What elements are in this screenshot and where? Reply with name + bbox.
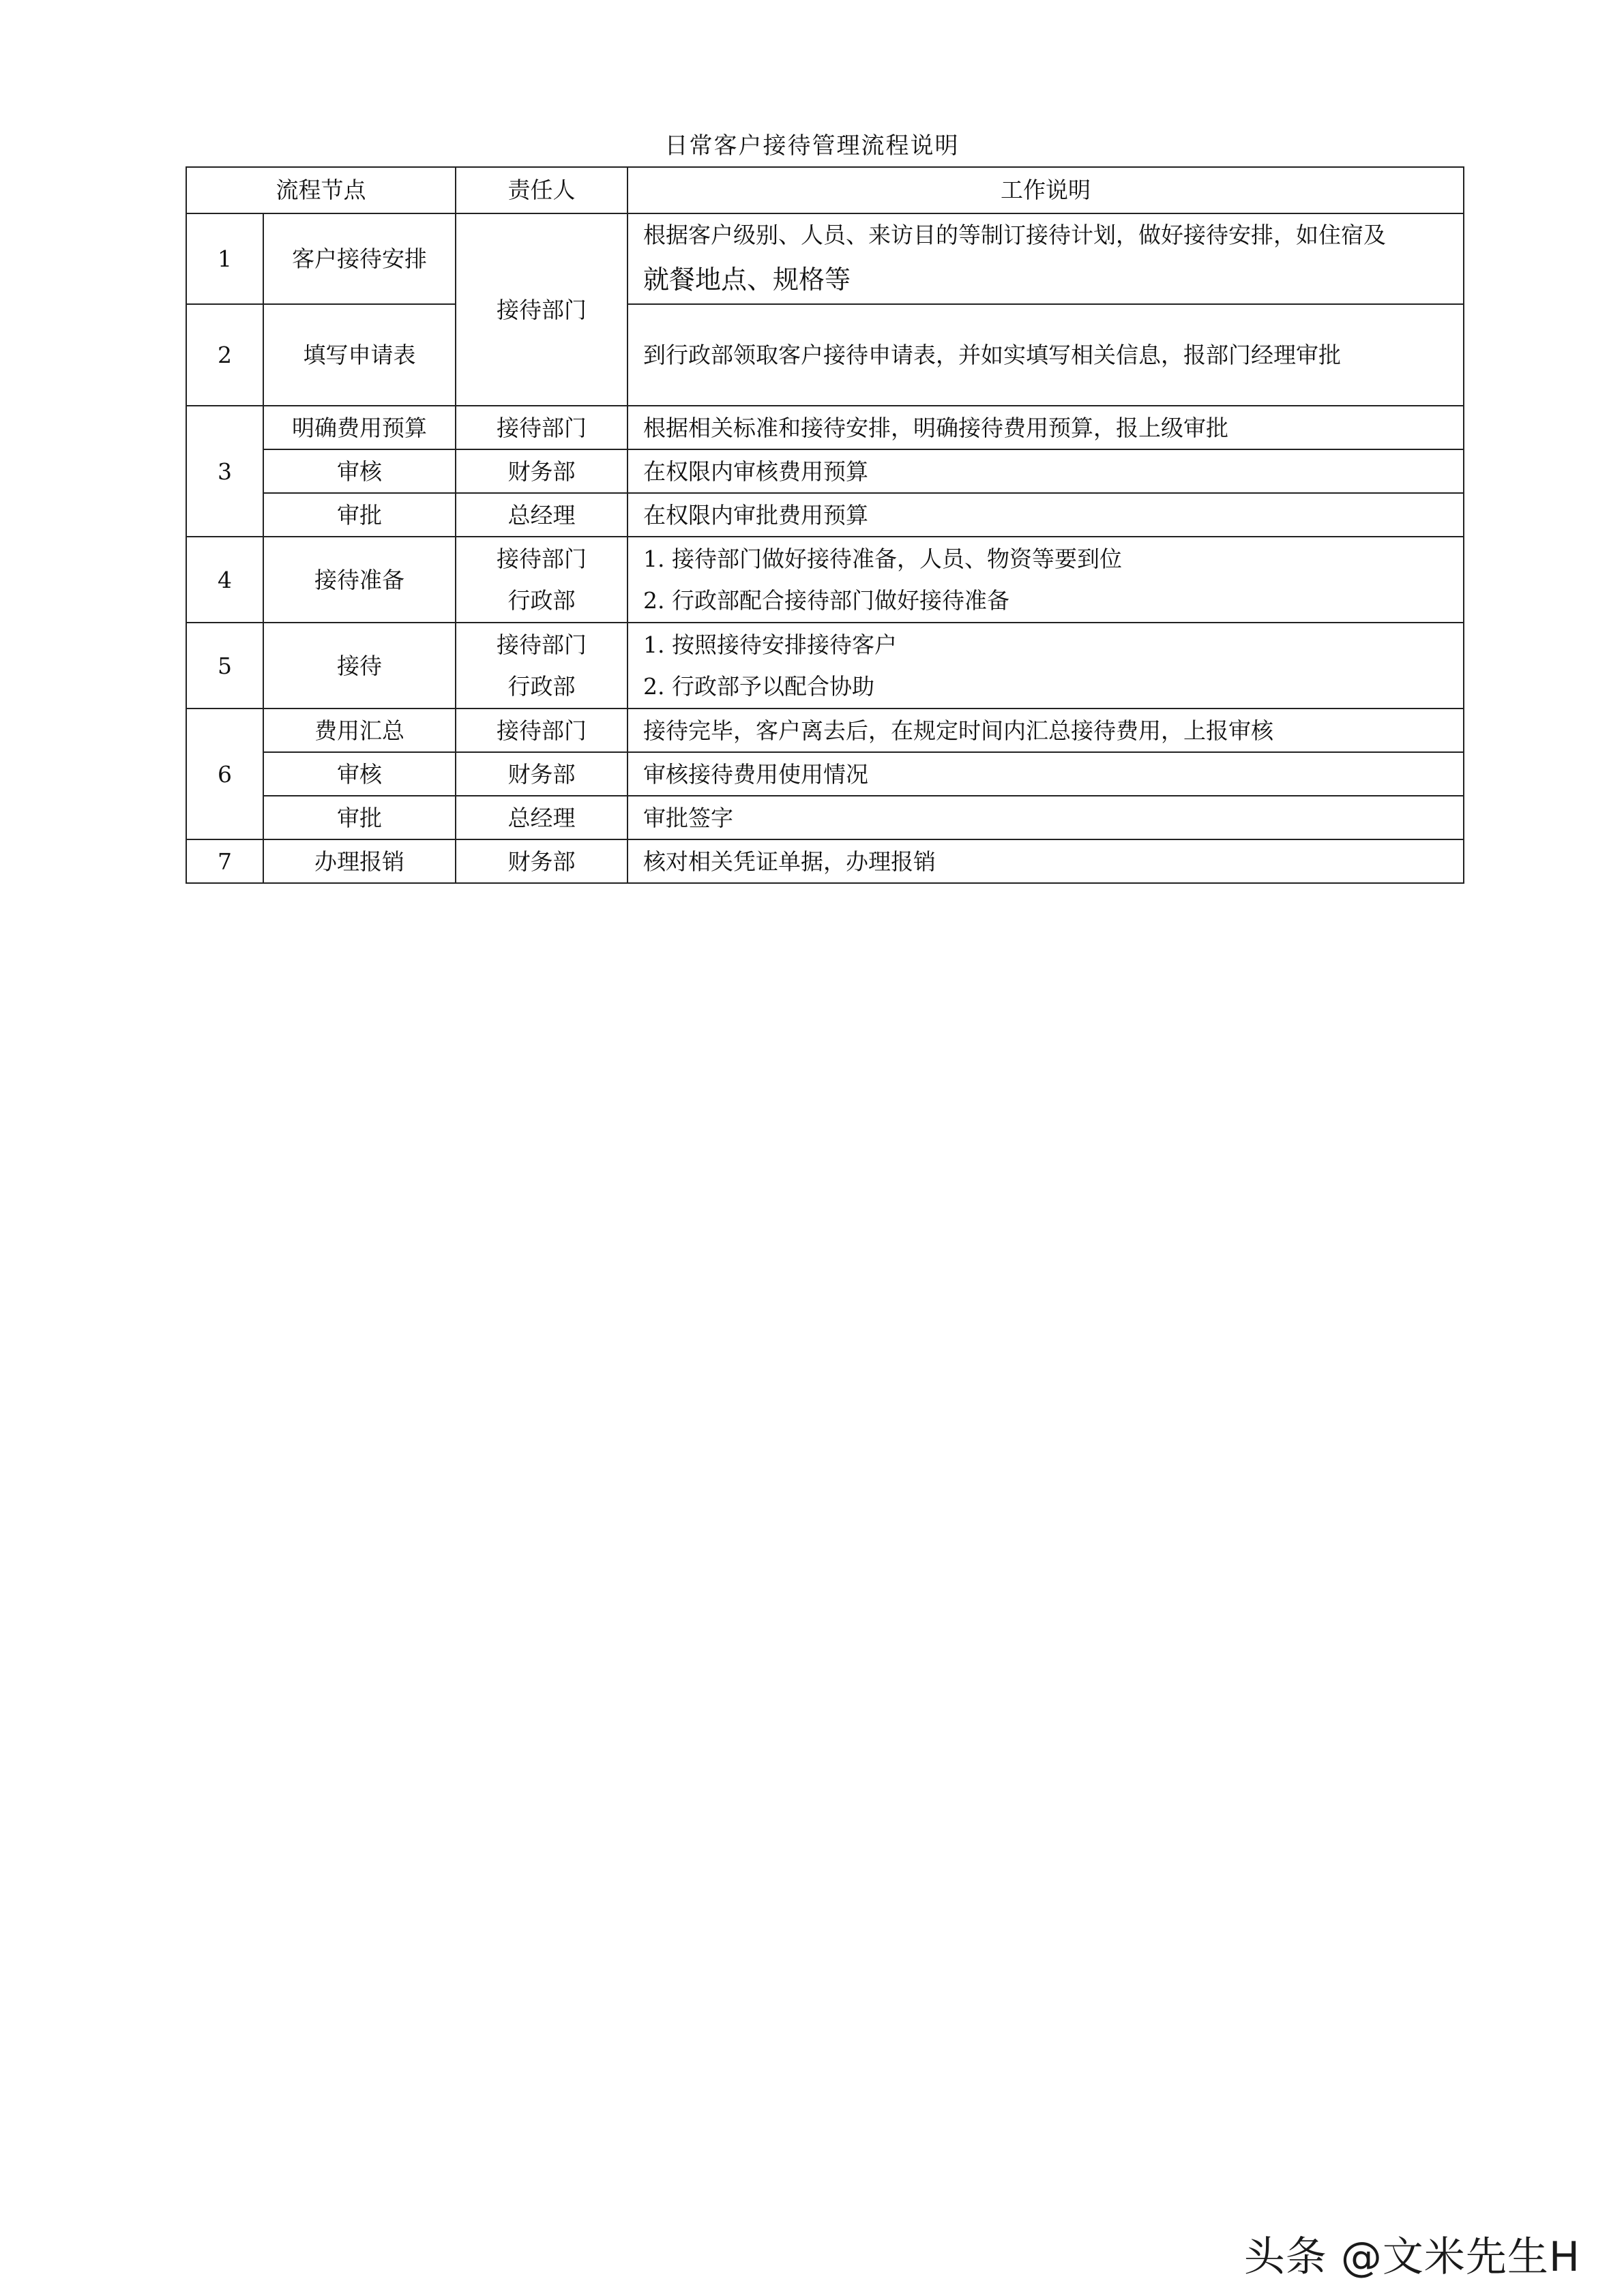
watermark: 头条 @文米先生H [1243,2233,1580,2281]
step-name: 审批 [263,796,456,839]
step-description: 审核接待费用使用情况 [628,752,1464,796]
step-number: 2 [186,304,263,406]
step-name: 填写申请表 [263,304,456,406]
step-name: 审核 [263,752,456,796]
step-owner: 财务部 [456,839,628,883]
document-title: 日常客户接待管理流程说明 [664,132,960,160]
step-description: 到行政部领取客户接待申请表，并如实填写相关信息，报部门经理审批 [628,304,1464,406]
table-row [186,709,1464,752]
step-owner: 总经理 [456,796,628,839]
step-name: 接待 [263,623,456,709]
step-description [628,213,1464,304]
table-row [186,213,1464,304]
step-name: 办理报销 [263,839,456,883]
step-description: 接待完毕，客户离去后，在规定时间内汇总接待费用，上报审核 [628,709,1464,752]
step-description: 核对相关凭证单据，办理报销 [628,839,1464,883]
step-name: 明确费用预算 [263,406,456,449]
description-line: 就餐地点、规格等 [643,265,851,295]
step-name: 审批 [263,493,456,537]
description-line: 根据客户级别、人员、来访目的等制订接待计划，做好接待安排，如住宿及 [643,222,1386,248]
step-description: 在权限内审核费用预算 [628,449,1464,493]
description-line: 1. 接待部门做好接待准备，人员、物资等要到位 [643,546,1122,573]
description-line: 2. 行政部配合接待部门做好接待准备 [643,587,1009,614]
table-row [186,304,1464,406]
step-name: 费用汇总 [263,709,456,752]
step-name: 接待准备 [263,537,456,623]
step-number: 6 [186,709,263,839]
table-row [186,752,1464,796]
table-row [186,406,1464,449]
step-number: 3 [186,406,263,537]
step-owner [456,537,628,623]
step-description: 在权限内审批费用预算 [628,493,1464,537]
table-row [186,493,1464,537]
step-number: 5 [186,623,263,709]
table-row [186,537,1464,623]
step-description [628,623,1464,709]
step-owner: 接待部门 [456,213,628,406]
step-number: 1 [186,213,263,304]
step-number: 4 [186,537,263,623]
owner-line: 行政部 [507,587,576,614]
table-header-row [186,167,1464,213]
step-owner: 财务部 [456,449,628,493]
owner-line: 接待部门 [497,631,587,659]
header-owner: 责任人 [456,167,628,213]
step-owner [456,623,628,709]
table-row [186,796,1464,839]
process-table [186,166,1464,884]
table-row [186,449,1464,493]
owner-line: 接待部门 [497,546,587,573]
description-line: 2. 行政部予以配合协助 [643,673,874,700]
step-description [628,537,1464,623]
step-name: 客户接待安排 [263,213,456,304]
step-owner: 财务部 [456,752,628,796]
owner-line: 行政部 [507,673,576,700]
table-row [186,839,1464,883]
step-number: 7 [186,839,263,883]
step-owner: 总经理 [456,493,628,537]
step-owner: 接待部门 [456,406,628,449]
description-line: 1. 按照接待安排接待客户 [643,631,897,659]
step-owner: 接待部门 [456,709,628,752]
step-description: 审批签字 [628,796,1464,839]
step-description: 根据相关标准和接待安排，明确接待费用预算，报上级审批 [628,406,1464,449]
table-row [186,623,1464,709]
header-description: 工作说明 [628,167,1464,213]
step-name: 审核 [263,449,456,493]
header-process-node: 流程节点 [186,167,456,213]
